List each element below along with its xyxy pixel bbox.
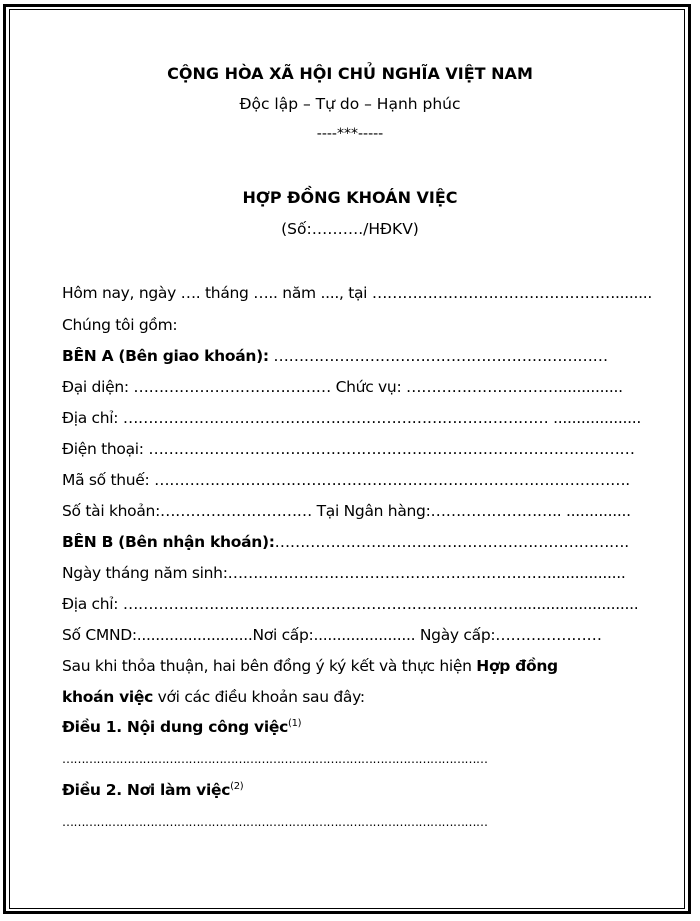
agreement-contract-name-cont: khoán việc [62,688,153,706]
party-a-representative: Đại diện: ………………………………… Chức vụ: ………………………….............. [62,378,623,396]
article-1-title-text: Điều 1. Nội dung công việc [62,718,288,737]
party-b-line [62,533,629,551]
party-a-phone: Điện thoại: …………………………………………………………………………………… [62,440,635,458]
party-b-fill: ……………………………………………………………. [274,533,629,551]
divider: ----***----- [316,126,384,142]
motto: Độc lập – Tự do – Hạnh phúc [239,95,461,113]
agreement-text: Sau khi thỏa thuận, hai bên đồng ý ký kết và thực hiện [62,657,477,675]
page-border-inner [9,9,685,909]
article-2-fill: ………………………………………………………………………………………………… [62,815,488,829]
nation-heading: CỘNG HÒA XÃ HỘI CHỦ NGHĨA VIỆT NAM [167,64,533,83]
party-b-id-card: Số CMND:.........................Nơi cấp:...................... Ngày cấp:………………… [62,626,602,644]
article-1-footnote-ref: (1) [287,718,302,729]
we-include-line: Chúng tôi gồm: [62,316,178,334]
party-a-address: Địa chỉ: ………………………………………………………………………… ................... [62,409,641,427]
party-b-address: Địa chỉ: …………………………………………………………………….......................... [62,595,639,613]
party-a-line [62,347,608,365]
article-2-footnote-ref: (2) [230,781,244,792]
party-a-bank-account: Số tài khoản:………………………… Tại Ngân hàng:…………………….. .............. [62,502,631,520]
contract-number: (Số:………./HĐKV) [281,220,419,238]
agreement-line-1 [62,657,558,675]
article-1-fill: ………………………………………………………………………………………………… [62,752,488,766]
agreement-text-cont: với các điều khoản sau đây: [153,688,365,706]
party-a-tax-code: Mã số thuế: …………………………………………………………………………………. [62,471,630,489]
article-2-title-text: Điều 2. Nơi làm việc [62,781,231,800]
contract-title: HỢP ĐỒNG KHOÁN VIỆC [242,188,458,207]
agreement-line-2 [62,688,365,706]
party-b-birthdate: Ngày tháng năm sinh:………………………………………………………................. [62,564,626,582]
article-1-title [62,718,301,736]
party-a-fill: ………………………………………………………… [268,347,608,365]
agreement-contract-name: Hợp đồng [476,657,558,675]
party-a-label: BÊN A (Bên giao khoán): [62,347,269,365]
today-line: Hôm nay, ngày …. tháng ….. năm ...., tại …………………………………………........ [62,284,653,302]
party-b-label: BÊN B (Bên nhận khoán): [62,533,275,551]
article-2-title [62,781,243,799]
